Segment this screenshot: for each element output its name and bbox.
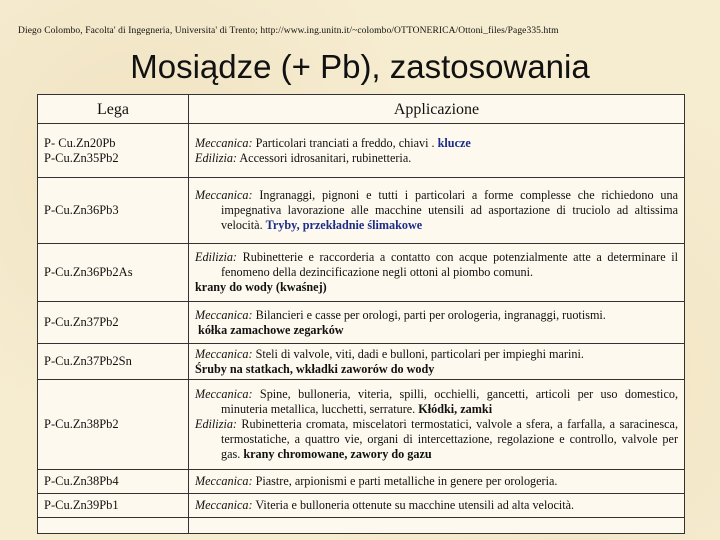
empty-cell xyxy=(189,518,685,534)
table-row xyxy=(38,344,685,380)
slide-title: Mosiądze (+ Pb), zastosowania xyxy=(130,48,590,85)
lega-name: P-Cu.Zn38Pb4 xyxy=(44,474,119,488)
app-label: Edilizia: xyxy=(195,417,237,431)
app-label: Meccanica: xyxy=(195,135,253,150)
app-text: Accessori idrosanitari, rubinetteria. xyxy=(236,150,412,165)
app-label: Edilizia: xyxy=(195,150,237,165)
app-text: Particolari tranciati a freddo, chiavi . xyxy=(252,135,438,150)
table-row xyxy=(38,178,685,244)
app-text: Rubinetteria cromata, miscelatori termostatici, valvole a sfera, a farfalla, a saracinesca, termostatiche, a quattro vie, organi di intercettazione, regolazione e controllo, valvole per gas. xyxy=(221,417,678,461)
header-applicazione: Applicazione xyxy=(189,95,685,124)
header-lega: Lega xyxy=(38,95,189,124)
table-row-empty xyxy=(38,518,685,534)
table-row xyxy=(38,244,685,302)
applicazione-cell xyxy=(189,380,685,470)
app-label: Meccanica: xyxy=(195,307,253,322)
table-row xyxy=(38,470,685,494)
lega-name: P-Cu.Zn37Pb2Sn xyxy=(44,354,132,368)
table-row xyxy=(38,494,685,518)
applicazione-cell xyxy=(189,302,685,344)
app-label: Meccanica: xyxy=(195,498,253,512)
app-polish: Tryby, przekładnie ślimakowe xyxy=(265,218,423,232)
app-polish: Śruby na statkach, wkładki zaworów do wody xyxy=(195,361,435,376)
lega-name: P-Cu.Zn39Pb1 xyxy=(44,498,119,512)
table-row xyxy=(38,302,685,344)
app-polish: Kłódki, zamki xyxy=(418,402,493,416)
lega-name: P-Cu.Zn36Pb2As xyxy=(44,265,133,279)
app-label: Meccanica: xyxy=(195,474,253,488)
lega-cell xyxy=(38,494,189,518)
lega-cell xyxy=(38,302,189,344)
applicazione-cell xyxy=(189,244,685,302)
app-label: Meccanica: xyxy=(195,188,253,202)
lega-name: P-Cu.Zn37Pb2 xyxy=(44,315,119,329)
app-label: Meccanica: xyxy=(195,387,253,401)
lega-cell xyxy=(38,344,189,380)
lega-cell xyxy=(38,380,189,470)
source-citation: Diego Colombo, Facolta' di Ingegneria, Universita' di Trento; http://www.ing.unitn.it/~colombo/OTTONERICA/Ottoni_files/Page335.htm xyxy=(18,26,559,36)
app-text: Ingranaggi, pignoni e tutti i particolari a forme complesse che richiedono una impegnativa lavorazione alle macchine utensili ad asportazione di truciolo ad altissima velocità. xyxy=(221,188,678,232)
app-text: Spine, bulloneria, viteria, spilli, occhielli, gancetti, articoli per uso domestico, minuteria metallica, lucchetti, serrature. xyxy=(221,387,678,416)
applicazione-cell xyxy=(189,344,685,380)
applicazione-cell xyxy=(189,124,685,178)
app-polish: klucze xyxy=(437,135,471,150)
app-polish: krany do wody (kwaśnej) xyxy=(195,280,327,294)
lega-cell xyxy=(38,124,189,178)
table-header-row xyxy=(38,95,685,124)
applicazione-cell xyxy=(189,494,685,518)
lega-cell xyxy=(38,244,189,302)
lega-cell xyxy=(38,470,189,494)
app-label: Meccanica: xyxy=(195,346,253,361)
app-polish: kółka zamachowe zegarków xyxy=(195,322,344,337)
empty-cell xyxy=(38,518,189,534)
lega-name: P-Cu.Zn36Pb3 xyxy=(44,203,119,217)
app-polish: krany chromowane, zawory do gazu xyxy=(243,447,432,461)
app-text: Viteria e bulloneria ottenute su macchine utensili ad alta velocità. xyxy=(252,498,575,512)
applicazione-cell xyxy=(189,178,685,244)
alloy-applications-table xyxy=(37,94,685,534)
lega-name: P- Cu.Zn20Pb xyxy=(44,135,116,150)
lega-name: P-Cu.Zn38Pb2 xyxy=(44,417,119,431)
table-row xyxy=(38,380,685,470)
lega-name: P-Cu.Zn35Pb2 xyxy=(44,150,119,165)
app-label: Edilizia: xyxy=(195,250,237,264)
table-row xyxy=(38,124,685,178)
applicazione-cell xyxy=(189,470,685,494)
app-text: Steli di valvole, viti, dadi e bulloni, particolari per impieghi marini. xyxy=(252,346,584,361)
lega-cell xyxy=(38,178,189,244)
app-text: Piastre, arpionismi e parti metalliche in genere per orologeria. xyxy=(252,474,558,488)
app-text: Rubinetterie e raccorderia a contatto con acque potenzialmente atte a determinare il fenomeno della dezincificazione negli ottoni al piombo comuni. xyxy=(221,250,678,279)
app-text: Bilancieri e casse per orologi, parti per orologeria, ingranaggi, ruotismi. xyxy=(252,307,606,322)
